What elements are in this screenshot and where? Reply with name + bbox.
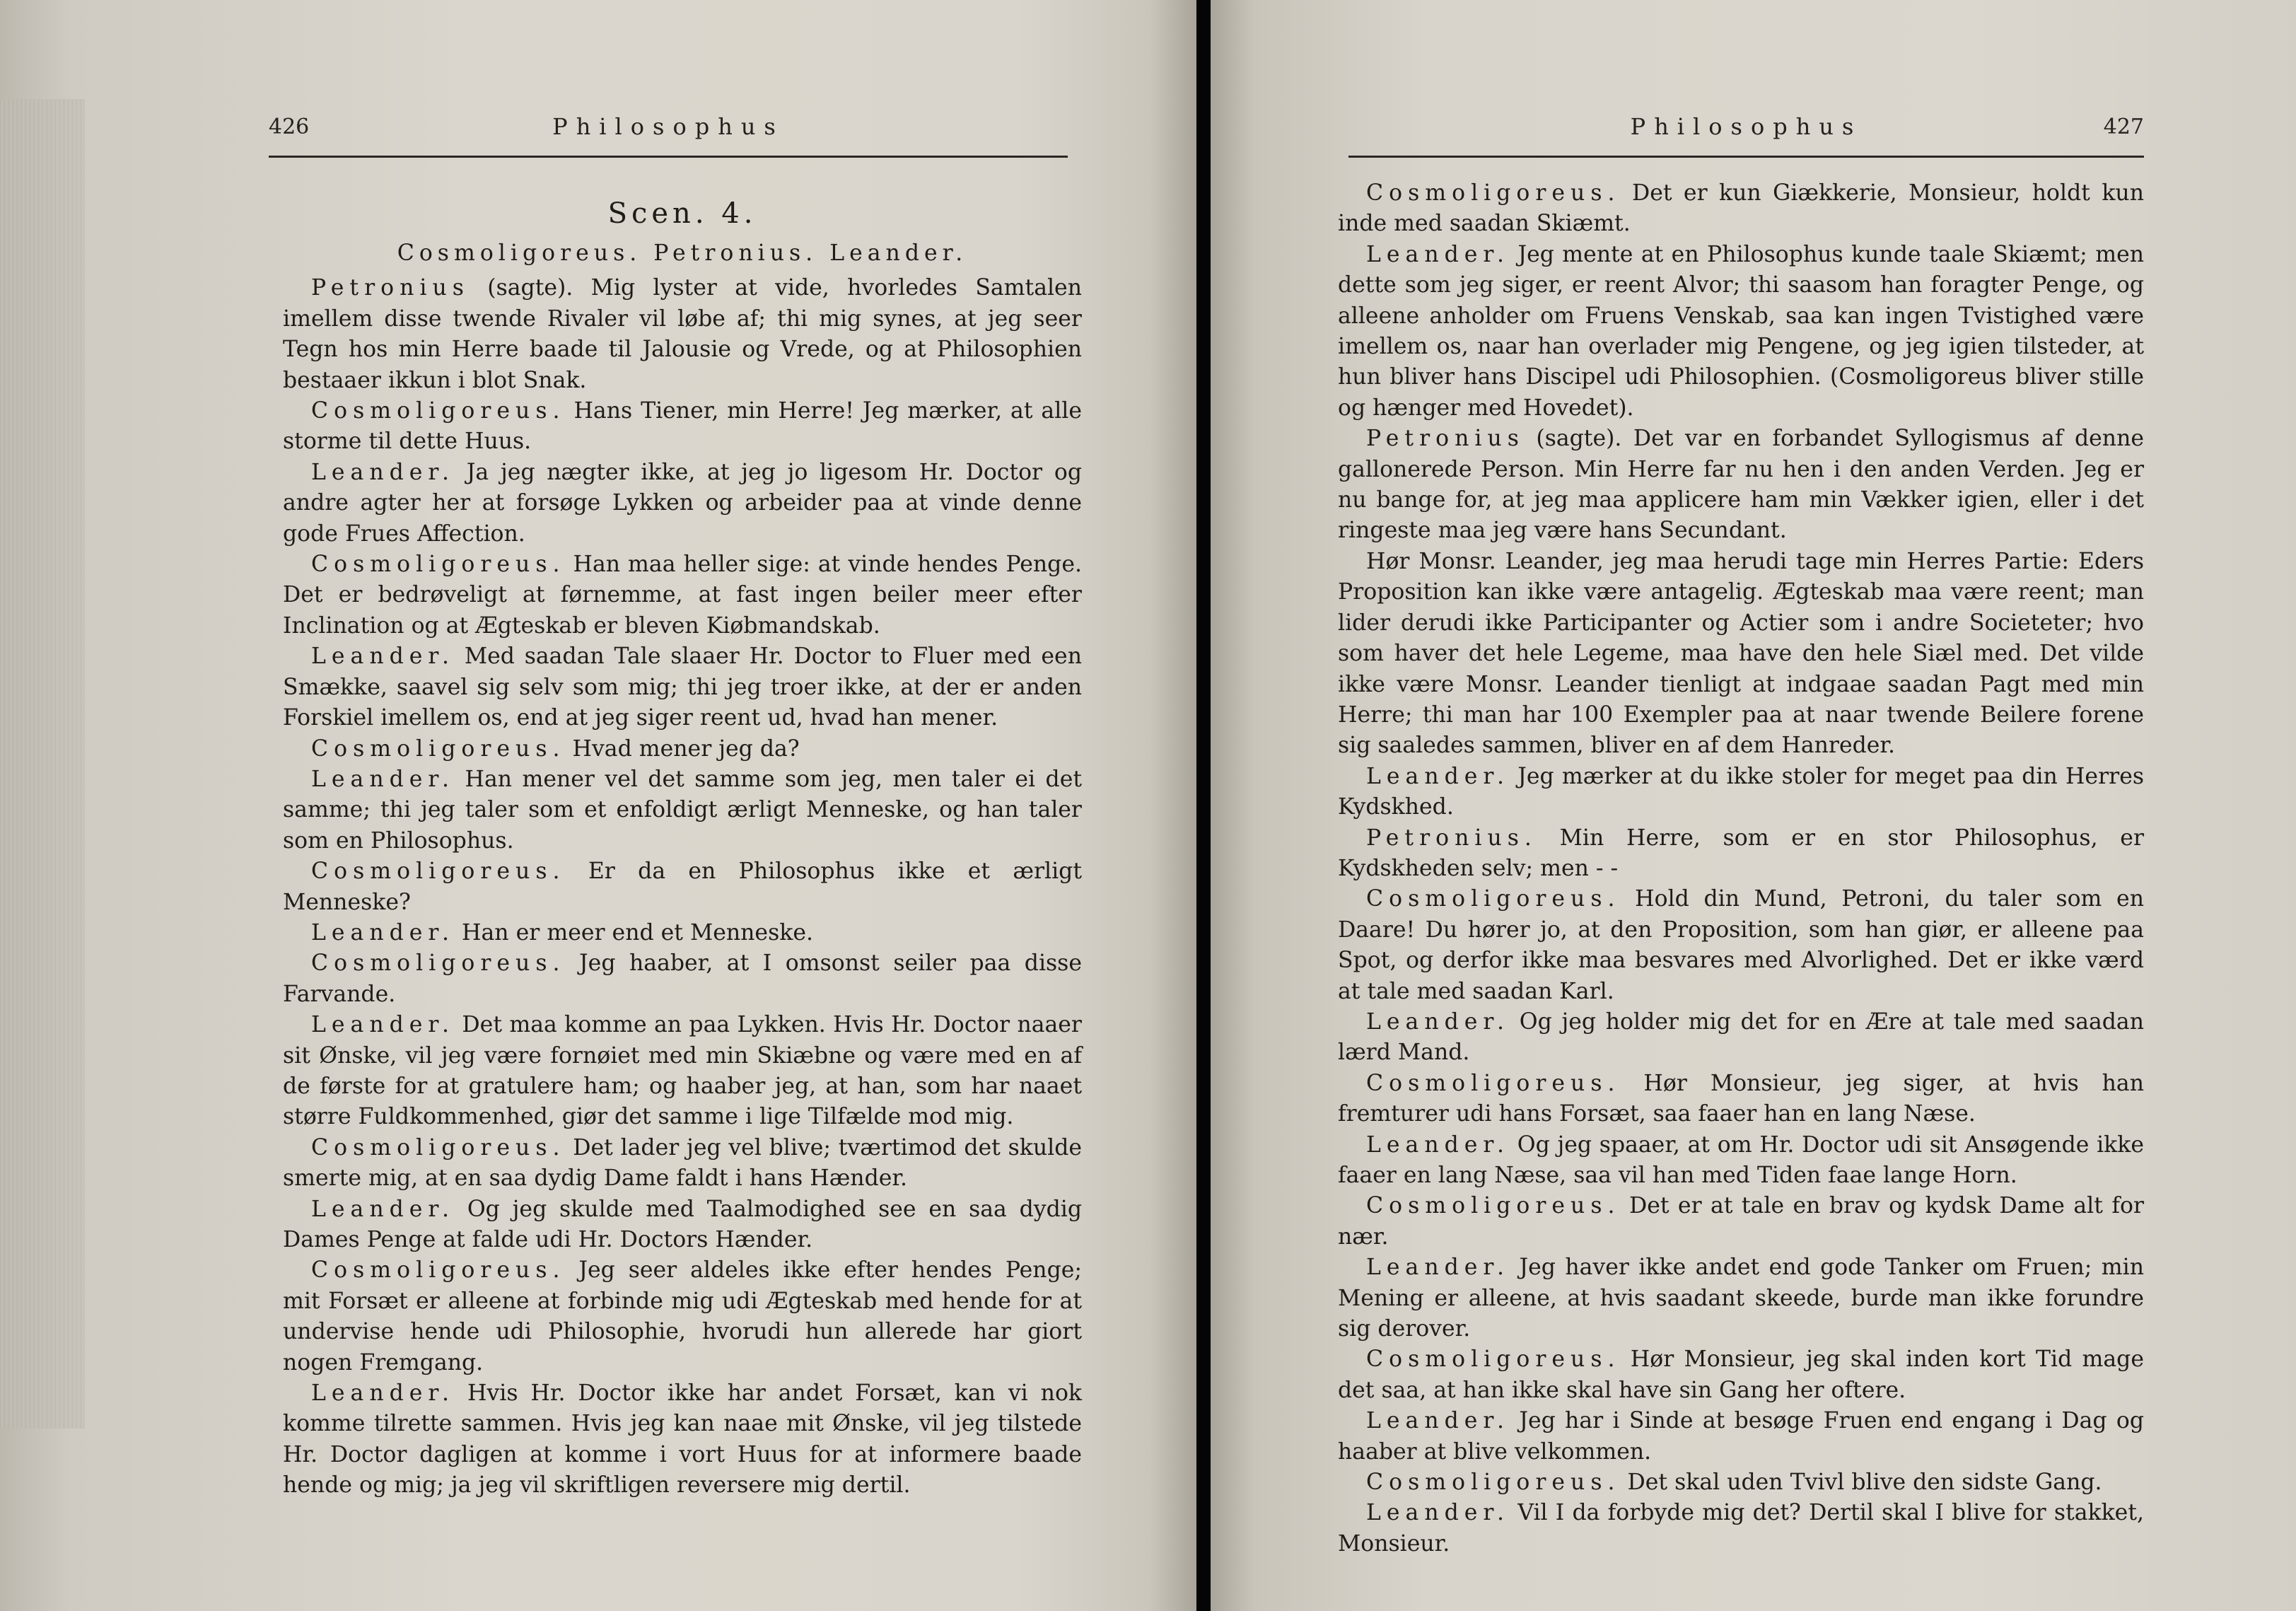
dialogue-text: Hans Tiener, min Herre! Jeg mærker, at alle storme til dette Huus.	[283, 398, 1082, 455]
dialogue-paragraph	[283, 273, 1082, 396]
dialogue-paragraph	[1338, 1069, 2144, 1130]
speaker-name: Cosmoligoreus.	[1366, 886, 1621, 912]
dialogue-text: Det skal uden Tvivl blive den sidste Gang.	[1620, 1470, 2102, 1496]
speaker-name: Cosmoligoreus.	[311, 1134, 566, 1161]
dialogue-paragraph	[283, 734, 1082, 764]
dialogue-paragraph	[283, 641, 1082, 733]
speaker-name: Cosmoligoreus.	[311, 398, 566, 424]
dialogue-paragraph	[283, 549, 1082, 641]
dialogue-paragraph	[1338, 1406, 2144, 1467]
speaker-name: Petronius.	[1366, 825, 1537, 851]
dialogue-paragraph	[1338, 1007, 2144, 1069]
dialogue-paragraph	[1338, 424, 2144, 547]
speaker-name: Cosmoligoreus.	[1366, 1470, 1621, 1496]
dialogue-paragraph	[1338, 1498, 2144, 1559]
scene-title: Scen. 4.	[607, 197, 757, 230]
speaker-name: Leander.	[1366, 241, 1510, 267]
speaker-name: Petronius	[1366, 426, 1525, 452]
dialogue-paragraph	[1338, 1191, 2144, 1252]
page-header	[1348, 106, 2144, 158]
speaker-name: Leander.	[1366, 1500, 1510, 1526]
speaker-name: Petronius	[311, 275, 470, 301]
dialogue-text: Hør Monsieur, jeg skal inden kort Tid mage det saa, at han ikke skal have sin Gang her oftere.	[1338, 1347, 2144, 1403]
speaker-name: Cosmoligoreus.	[311, 735, 566, 762]
speaker-name: Cosmoligoreus.	[311, 552, 566, 578]
dialogue-text: Og jeg holder mig det for en Ære at tale med saadan lærd Mand.	[1338, 1008, 2144, 1066]
speaker-name: Cosmoligoreus.	[1366, 1347, 1621, 1373]
dialogue-paragraph	[1338, 178, 2144, 240]
dialogue-paragraph	[283, 1010, 1082, 1133]
dialogue-paragraph	[283, 764, 1082, 856]
speaker-name: Leander.	[311, 1196, 455, 1222]
dialogue-paragraph	[283, 856, 1082, 918]
dialogue-paragraph	[283, 396, 1082, 458]
dialogue-paragraph	[283, 918, 1082, 948]
paragraph-list	[283, 273, 1082, 1501]
speaker-name: Leander.	[311, 919, 455, 946]
dialogue-paragraph	[1338, 1130, 2144, 1192]
speaker-name: Leander.	[1366, 1008, 1510, 1035]
speaker-name: Leander.	[1366, 1255, 1510, 1281]
speaker-name: Cosmoligoreus.	[311, 859, 566, 885]
dialogue-paragraph	[283, 1194, 1082, 1256]
dialogue-text: Det er kun Giækkerie, Monsieur, holdt kun inde med saadan Skiæmt.	[1338, 180, 2144, 237]
dialogue-paragraph	[283, 1378, 1082, 1501]
dialogue-text: Han er meer end et Menneske.	[455, 919, 813, 946]
running-head: Philosophus	[1630, 113, 1863, 140]
dialogue-paragraph	[1338, 1252, 2144, 1344]
speaker-name: Leander.	[311, 459, 455, 485]
page-number: 427	[2103, 115, 2144, 139]
page-body	[283, 180, 1082, 1501]
dialogue-text: Med saadan Tale slaaer Hr. Doctor to Fluer med een Smække, saavel sig selv som mig; thi jeg troer ikke, at der er anden Forskiel imellem os, end at jeg siger reent ud, hvad han mener.	[283, 644, 1082, 731]
right-page	[1211, 0, 2296, 1611]
speaker-name: Leander.	[311, 644, 455, 670]
dialogue-text: Han mener vel det samme som jeg, men taler ei det samme; thi jeg taler som et enfoldigt ærligt Menneske, og han taler som en Philosophus.	[283, 766, 1082, 854]
dialogue-paragraph	[1338, 823, 2144, 885]
dialogue-text: Hvis Hr. Doctor ikke har andet Forsæt, kan vi nok komme tilrette sammen. Hvis jeg kan naae mit Ønske, vil jeg tilstede Hr. Doctor dagligen at komme i vort Huus for at informere baade hende og mig; ja jeg vil skriftligen reversere mig dertil.	[283, 1380, 1082, 1499]
speaker-name: Cosmoligoreus.	[1366, 180, 1621, 206]
speaker-name: Leander.	[311, 1380, 455, 1407]
dialogue-paragraph	[283, 1255, 1082, 1378]
dialogue-text: Vil I da forbyde mig det? Dertil skal I blive for stakket, Monsieur.	[1338, 1500, 2144, 1557]
speaker-name: Cosmoligoreus.	[311, 1257, 566, 1284]
dialogue-text: Ja jeg nægter ikke, at jeg jo ligesom Hr. Doctor og andre agter her at forsøge Lykken og arbeider paa at vinde denne gode Frues Affection.	[283, 459, 1082, 547]
dialogue-text: Hør Monsr. Leander, jeg maa herudi tage min Herres Partie: Eders Proposition kan ikke være antagelig. Ægteskab maa være reent; man lider derudi ikke Participanter og Actier som i andre Societeter; hvo som haver det hele Legeme, maa have den hele Siæl med. Det vilde ikke være Monsr. Leander tienligt at indgaae saadan Pagt med min Herre; thi man har 100 Exempler paa at naar twende Beilere forene sig saaledes sammen, bliver en af dem Hanreder.	[1338, 548, 2144, 759]
paragraph-list	[1338, 178, 2144, 1559]
dialogue-text: Det lader jeg vel blive; tværtimod det skulde smerte mig, at en saa dydig Dame faldt i hans Hænder.	[283, 1134, 1082, 1192]
dialogue-text: Hvad mener jeg da?	[565, 735, 800, 762]
speaker-name: Cosmoligoreus.	[311, 950, 566, 977]
dialogue-paragraph	[1338, 240, 2144, 424]
dialogue-text: (sagte). Det var en forbandet Syllogismus af denne gallonerede Person. Min Herre far nu hen i den anden Verden. Jeg er nu bange for, at jeg maa applicere ham min Vækker igien, eller i det ringeste maa jeg være hans Secundant.	[1338, 426, 2144, 544]
dialogue-text: Og jeg spaaer, at om Hr. Doctor udi sit Ansøgende ikke faaer en lang Næse, saa vil han med Tiden faae lange Horn.	[1338, 1132, 2144, 1188]
speaker-name: Leander.	[1366, 1408, 1510, 1434]
speaker-name: Cosmoligoreus.	[1366, 1070, 1621, 1096]
dialogue-text: Han maa heller sige: at vinde hendes Penge. Det er bedrøveligt at førnemme, at fast ingen beiler meer efter Inclination og at Ægteskab er bleven Kiøbmandskab.	[283, 552, 1082, 639]
dialogue-paragraph	[1338, 762, 2144, 823]
dialogue-text: Jeg seer aldeles ikke efter hendes Penge; mit Forsæt er alleene at forbinde mig udi Ægteskab med hende for at undervise hende udi Philosophie, hvorudi hun allerede har giort nogen Fremgang.	[283, 1257, 1082, 1376]
dialogue-text: Jeg mente at en Philosophus kunde taale Skiæmt; men dette som jeg siger, er reent Alvor; thi saasom han foragter Penge, og alleene anholder om Fruens Venskab, saa kan ingen Tvistighed være imellem os, naar han overlader mig Pengene, og jeg igien tilsteder, at hun bliver hans Discipel udi Philosophien. (Cosmoligoreus bliver stille og hænger med Hovedet).	[1338, 241, 2144, 421]
page-number: 426	[269, 115, 310, 139]
scene-persons: Cosmoligoreus. Petronius. Leander.	[397, 240, 968, 266]
dialogue-paragraph	[1338, 547, 2144, 762]
page-edges	[0, 99, 85, 1429]
dialogue-paragraph	[1338, 1467, 2144, 1498]
dialogue-text: (sagte). Mig lyster at vide, hvorledes Samtalen imellem disse twende Rivaler vil løbe af; thi mig synes, at jeg seer Tegn hos min Herre baade til Jalousie og Vrede, og at Philosophien bestaaer ikkun i blot Snak.	[283, 275, 1082, 393]
dialogue-paragraph	[283, 948, 1082, 1010]
dialogue-text: Min Herre, som er en stor Philosophus, er Kydskheden selv; men - -	[1338, 825, 2144, 881]
speaker-name: Leander.	[1366, 763, 1510, 789]
dialogue-paragraph	[283, 458, 1082, 549]
dialogue-text: Det maa komme an paa Lykken. Hvis Hr. Doctor naaer sit Ønske, vil jeg være fornøiet med min Skiæbne og være med en af de første for at gratulere ham; og haaber jeg, at han, som har naaet større Fuldkommenhed, giør det samme i lige Tilfælde mod mig.	[283, 1012, 1082, 1130]
speaker-name: Leander.	[311, 1012, 455, 1038]
page-body	[1338, 178, 2144, 1559]
dialogue-text: Jeg haver ikke andet end gode Tanker om Fruen; min Mening er alleene, at hvis saadant skeede, burde man ikke forundre sig derover.	[1338, 1255, 2144, 1342]
dialogue-text: Og jeg skulde med Taalmodighed see en saa dydig Dames Penge at falde udi Hr. Doctors Hænder.	[283, 1196, 1082, 1252]
dialogue-text: Er da en Philosophus ikke et ærligt Menneske?	[283, 859, 1082, 915]
dialogue-text: Jeg haaber, at I omsonst seiler paa disse Farvande.	[283, 950, 1082, 1007]
dialogue-text: Jeg har i Sinde at besøge Fruen end engang i Dag og haaber at blive velkommen.	[1338, 1408, 2144, 1465]
dialogue-text: Hør Monsieur, jeg siger, at hvis han fremturer udi hans Forsæt, saa faaer han en lang Næse.	[1338, 1070, 2144, 1127]
dialogue-text: Det er at tale en brav og kydsk Dame alt for nær.	[1338, 1193, 2144, 1250]
dialogue-text: Jeg mærker at du ikke stoler for meget paa din Herres Kydskhed.	[1338, 763, 2144, 820]
speaker-name: Cosmoligoreus.	[1366, 1193, 1621, 1219]
dialogue-text: Hold din Mund, Petroni, du taler som en Daare! Du hører jo, at den Proposition, som han giør, er alleene paa Spot, og derfor ikke maa besvares med Alvorlighed. Det er ikke værd at tale med saadan Karl.	[1338, 886, 2144, 1004]
dialogue-paragraph	[1338, 1344, 2144, 1406]
page-header	[269, 106, 1068, 158]
speaker-name: Leander.	[1366, 1132, 1510, 1158]
running-head: Philosophus	[552, 113, 784, 140]
dialogue-paragraph	[1338, 884, 2144, 1007]
dialogue-paragraph	[283, 1133, 1082, 1194]
speaker-name: Leander.	[311, 766, 455, 792]
